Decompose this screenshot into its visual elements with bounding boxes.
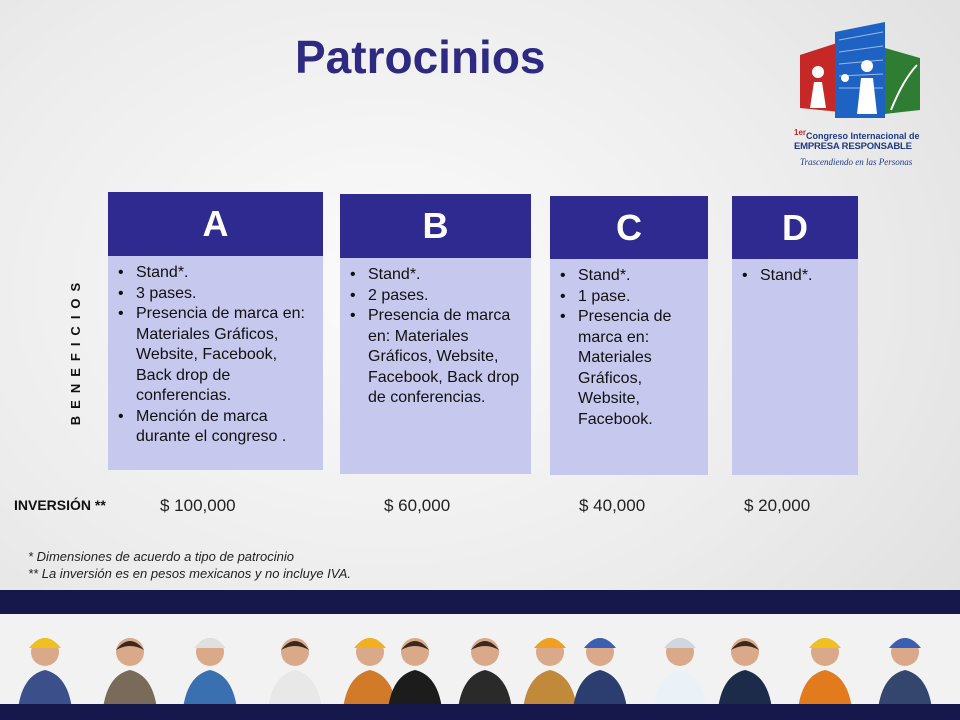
package-card-a	[108, 192, 323, 470]
footer-band-bottom	[0, 704, 960, 720]
footnote-dimensions: * Dimensiones de acuerdo a tipo de patrocinio	[28, 549, 294, 564]
benefits-list	[108, 263, 323, 448]
logo-tagline: Trascendiendo en las Personas	[800, 157, 913, 167]
package-card-b	[340, 194, 531, 474]
benefit-item: • Presencia de marca en: Materiales Gráficos, Website, Facebook.	[578, 307, 698, 430]
price-c: $ 40,000	[579, 496, 646, 515]
package-letter: C	[550, 196, 708, 259]
logo-emblem-icon	[795, 20, 925, 125]
benefit-item: • Stand*.	[578, 266, 698, 287]
price-b: $ 60,000	[384, 496, 451, 515]
footer-band-top	[0, 590, 960, 614]
logo-text-line2: EMPRESA RESPONSABLE	[794, 141, 912, 152]
benefit-item: • Stand*.	[760, 266, 848, 287]
benefits-list	[340, 265, 531, 409]
benefit-item: • Stand*.	[368, 265, 521, 286]
benefits-list	[732, 266, 858, 287]
benefit-item: • Presencia de marca en: Materiales Gráficos, Website, Facebook, Back drop de conferencias.	[368, 306, 521, 409]
footnote-currency: ** La inversión es en pesos mexicanos y no incluye IVA.	[28, 566, 352, 581]
benefit-item: • Mención de marca durante el congreso .	[136, 407, 313, 448]
price-a: $ 100,000	[160, 496, 236, 515]
logo-text-line1: $^{1er}$Congreso Internacional de	[794, 128, 920, 141]
package-letter: A	[108, 192, 323, 256]
footnotes	[28, 548, 351, 582]
package-letter: B	[340, 194, 531, 258]
benefits-list	[550, 266, 708, 430]
package-letter: D	[732, 196, 858, 259]
benefit-item: • 3 pases.	[136, 284, 313, 305]
benefit-item: • Stand*.	[136, 263, 313, 284]
benefit-item: • 2 pases.	[368, 286, 521, 307]
benefits-side-label: BENEFICIOS	[68, 275, 84, 425]
benefit-item: • 1 pase.	[578, 287, 698, 308]
package-card-d	[732, 196, 858, 475]
package-card-c	[550, 196, 708, 475]
congress-logo	[790, 20, 930, 180]
price-d: $ 20,000	[744, 496, 811, 515]
benefit-item: • Presencia de marca en: Materiales Gráficos, Website, Facebook, Back drop de conferencias.	[136, 304, 313, 407]
investment-label: INVERSIÓN **	[14, 497, 106, 513]
page-title: Patrocinios	[295, 31, 546, 83]
